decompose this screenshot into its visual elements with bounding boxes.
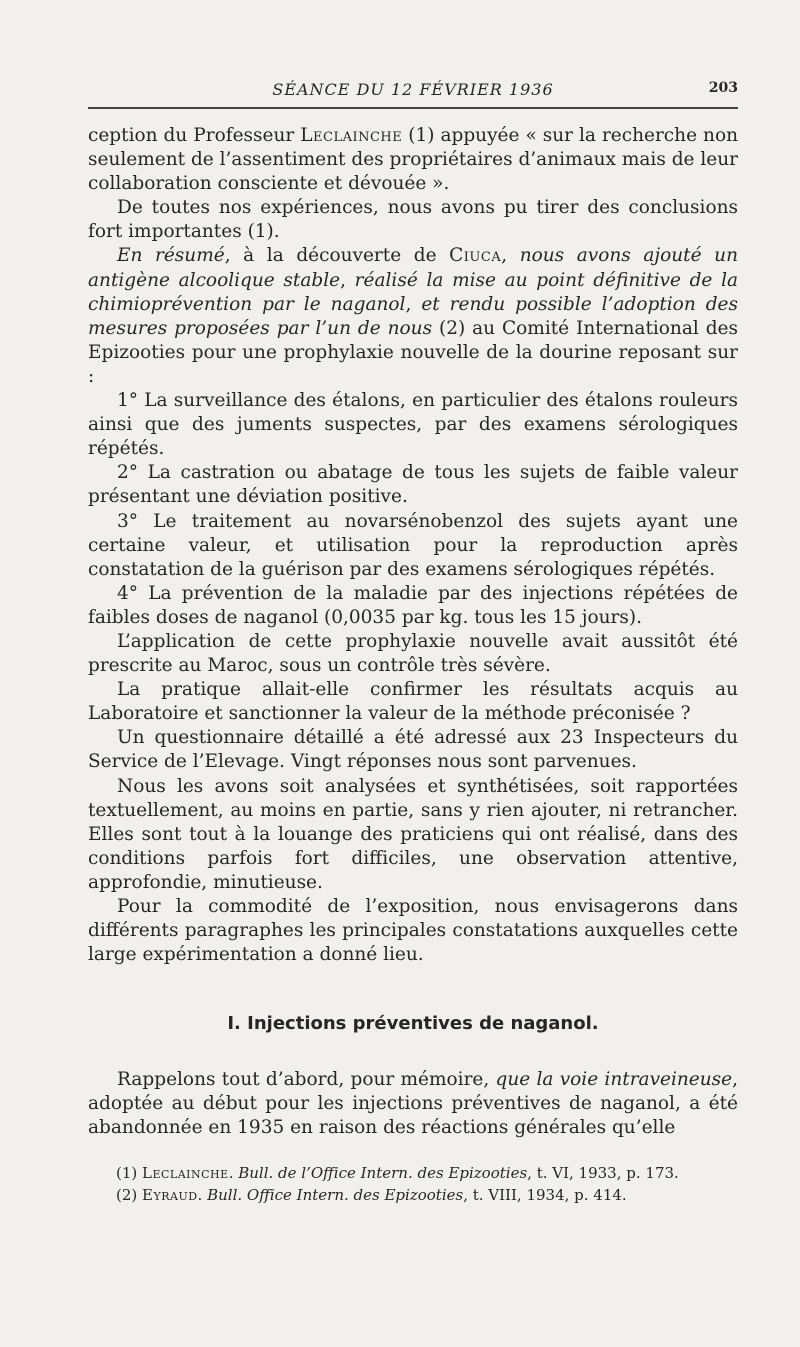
text-run: ,: [405, 293, 422, 315]
paragraph-3: [88, 244, 738, 389]
page-header: [88, 80, 738, 102]
paragraph-4: 1° La surveillance des étalons, en particulier des étalons rouleurs ainsi que des juments suspectes, par des examens sérologiques répétés.: [88, 390, 738, 460]
paragraph-2: De toutes nos expériences, nous avons pu tirer des conclusions fort importantes (1).: [88, 197, 738, 243]
footnote-number: (1): [116, 1164, 143, 1182]
text-run: (2) au Comité International des Epizooties pour une prophylaxie nouvelle de la dourine reposant sur :: [88, 317, 738, 387]
header-rule: [88, 107, 738, 109]
footnotes: [88, 1162, 738, 1206]
italic-run: et rendu possible l’adoption des mesures proposées par l’un de nous: [88, 293, 738, 339]
paragraph-7: 4° La prévention de la maladie par des injections répétées de faibles doses de naganol (0,0035 par kg. tous les 15 jours).: [88, 582, 738, 628]
paragraph-10: Un questionnaire détaillé a été adressé aux 23 Inspecteurs du Service de l’Elevage. Vingt réponses nous sont parvenues.: [88, 727, 738, 773]
text-run: ,: [501, 245, 520, 267]
paragraph-1: [88, 124, 738, 196]
section-text: [88, 1068, 738, 1140]
text-run: .: [197, 1186, 208, 1204]
paragraph-6: 3° Le traitement au novarsénobenzol des sujets ayant une certaine valeur, et utilisation pour la reproduction après constatation de la guérison par des examens sérologiques répétés.: [88, 510, 738, 580]
section-heading: I. Injections préventives de naganol.: [227, 1013, 599, 1034]
text-run: Rappelons tout d’abord, pour mémoire,: [117, 1069, 496, 1090]
text-run: , t. VI, 1933, p. 173.: [527, 1164, 679, 1182]
page-number: 203: [708, 80, 738, 96]
text-run: ,: [340, 269, 355, 291]
running-head: SÉANCE DU 12 FÉVRIER 1936: [272, 80, 554, 99]
text-run: , adoptée au début pour les injections préventives de naganol, a été abandonnée en 1935 en raison des réactions générales qu’elle: [88, 1069, 738, 1139]
paragraph-12: Pour la commodité de l’exposition, nous envisagerons dans différents paragraphes les principales constatations auxquelles cette large expérimentation a donné lieu.: [88, 896, 738, 966]
paragraph-11: Nous les avons soit analysées et synthétisées, soit rapportées textuellement, au moins en partie, sans y rien ajouter, ni retrancher. Elles sont tout à la louange des praticiens qui ont réalisé, dans des conditions parfois fort difficiles, une observation attentive, approfondie, minutieuse.: [88, 775, 738, 893]
italic-run: nous avons ajouté un antigène alcoolique stable: [88, 245, 738, 291]
text-run: (1) appuyée « sur la recherche non seulement de l’assentiment des propriétaires d’animaux mais de leur collaboration consciente et dévouée ».: [88, 125, 739, 195]
footnote-number: (2): [116, 1186, 143, 1204]
text-run: ception du Professeur: [88, 125, 301, 146]
paragraph-9: La pratique allait-elle confirmer les résultats acquis au Laboratoire et sanctionner la valeur de la méthode préconisée ?: [88, 679, 738, 725]
footnote-2: [88, 1184, 738, 1206]
footnote-title: Bull. Office Intern. des Epizooties: [207, 1186, 464, 1204]
main-text: [88, 124, 738, 967]
text-run: , t. VIII, 1934, p. 414.: [463, 1186, 627, 1204]
text-run: .: [228, 1164, 239, 1182]
italic-run: réalisé la mise au point définitive de la chimioprévention par le naganol: [88, 269, 739, 315]
footnote-1: [88, 1162, 738, 1184]
footnote-author: Eyraud: [142, 1186, 198, 1204]
footnote-author: Leclainche: [142, 1164, 229, 1182]
footnote-title: Bull. de l’Office Intern. des Epizooties: [238, 1164, 528, 1182]
author-name: Leclainche: [300, 125, 403, 146]
author-name: Ciuca: [449, 245, 502, 267]
italic-run: que la voie intraveineuse: [495, 1069, 733, 1090]
paragraph-5: 2° La castration ou abatage de tous les sujets de faible valeur présentant une déviation positive.: [88, 462, 738, 508]
text-run: , à la découverte de: [224, 245, 450, 267]
italic-run: En résumé: [117, 245, 225, 267]
section-paragraph-1: [88, 1068, 738, 1140]
paragraph-8: L’application de cette prophylaxie nouvelle avait aussitôt été prescrite au Maroc, sous un contrôle très sévère.: [88, 630, 738, 677]
